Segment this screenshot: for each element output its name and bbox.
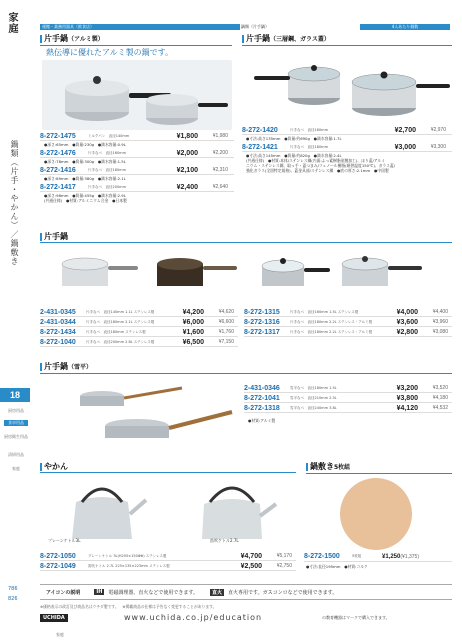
product-code[interactable]: 8-272-1050 (40, 552, 76, 560)
product-price: ¥4,000 (396, 308, 418, 316)
product-row[interactable] (40, 183, 234, 192)
pot-3 (262, 258, 330, 286)
product-row[interactable] (244, 404, 452, 413)
vertical-title: 鍋類（片手・やかん）／鍋敷き (10, 140, 19, 266)
product-price: ¥2,700 (394, 126, 416, 134)
product-spec: 雪平なべ 直径180mm 1.5L (290, 385, 337, 390)
product-row[interactable] (242, 126, 452, 135)
legend-ih-icon: IH (96, 589, 103, 595)
product-code[interactable]: 8-272-1049 (40, 562, 76, 570)
product-code[interactable]: 8-272-1040 (40, 338, 76, 346)
sidebar (0, 0, 30, 644)
product-row[interactable] (40, 166, 234, 175)
nabeshiki-code[interactable]: 8-272-1500 (304, 553, 340, 560)
nabeshiki-row (304, 552, 452, 562)
product-price: ¥4,200 (182, 308, 204, 316)
product-price: ¥2,400 (176, 183, 198, 191)
pot-2 (157, 258, 237, 286)
side-num-1: 826 (8, 596, 18, 602)
product-price-taxed: ¥4,620 (218, 309, 234, 315)
legend-jika-text: 直火専用です。ガスコンロなどで使用できます。 (228, 589, 338, 596)
header-label: 運搬・業務用器具（飲食店） (42, 24, 94, 29)
side-tab-1[interactable]: 食卓用品 (4, 420, 28, 426)
product-price: ¥2,800 (396, 328, 418, 336)
product-code[interactable]: 8-272-1416 (40, 166, 76, 174)
product-code[interactable]: 8-272-1417 (40, 183, 76, 191)
product-note: (共通仕様) ●材質:アルミニウム合金 ●日本製 (44, 198, 127, 203)
product-code[interactable]: 8-272-1315 (244, 308, 280, 316)
product-price-taxed: ¥2,640 (212, 184, 228, 190)
page-number-tab (0, 388, 30, 402)
product-note: ●寸法:高さ145mm ●質量:約820g ●満水容量:2.4L (246, 153, 342, 158)
product-code[interactable]: 8-272-1421 (242, 143, 278, 151)
product-code[interactable]: 8-272-1316 (244, 318, 280, 326)
nabeshiki-spec: 5枚組 (352, 554, 362, 558)
yukihira-pots-image (42, 374, 242, 450)
product-price: ¥3,800 (396, 394, 418, 402)
product-row[interactable] (40, 552, 296, 561)
product-spec: 片手なべ 直径200mm (88, 184, 126, 189)
kata-pots-image (42, 244, 452, 304)
product-price-taxed: ¥6,600 (218, 319, 234, 325)
product-spec: プレーンケトル 3L(H205×150ΦΦ) ステンレス製 (88, 553, 167, 558)
product-price-taxed: ¥1,980 (212, 133, 228, 139)
product-note: 強化ガラス(全固特定規格)、蓋金具部/ステンレス鋼 ●底の厚さ:2.1mm ●中国製 (246, 168, 389, 173)
footer-right-note: の教育機器はマークで購入できます。 (322, 615, 390, 620)
product-note: ●深さ:65mm ●質量:230g ●満水容量:0.9L (44, 142, 126, 147)
pot-1 (62, 258, 138, 286)
product-price-taxed: ¥3,520 (432, 385, 448, 391)
legend-box (40, 584, 452, 600)
uchida-logo: UCHIDA (40, 614, 68, 622)
product-price: ¥3,200 (396, 384, 418, 392)
product-code[interactable]: 8-272-1420 (242, 126, 278, 134)
product-code[interactable]: 2-431-0346 (244, 384, 280, 392)
product-code[interactable]: 8-272-1318 (244, 404, 280, 412)
product-price: ¥2,000 (176, 149, 198, 157)
product-spec: 片手なべ 直径180mm ステンレス製 (86, 329, 146, 334)
product-price-taxed: ¥5,170 (276, 553, 292, 559)
alumi-image (42, 60, 232, 130)
product-price-taxed: ¥7,150 (218, 339, 234, 345)
page-number: 18 (9, 390, 20, 400)
product-price-taxed: ¥4,532 (432, 405, 448, 411)
product-spec: 片手なべ 直径200mm 2.8L ステンレス製 (86, 339, 155, 344)
side-tab-0[interactable]: 厨房用品 (8, 408, 24, 413)
kata-image (42, 244, 452, 304)
product-spec: 片手なべ 直径180mm (290, 144, 328, 149)
product-price: ¥6,000 (182, 318, 204, 326)
yakan-image (42, 474, 296, 550)
product-code[interactable]: 8-272-1475 (40, 132, 76, 140)
side-tab-4[interactable]: 家庭 (12, 466, 20, 471)
nabeshiki-note: ●寸法:直径195mm ●材質:コルク (306, 564, 368, 569)
product-price: ¥2,100 (176, 166, 198, 174)
yukihira-title: 片手鍋（雪平） (40, 362, 452, 374)
product-row[interactable] (40, 132, 234, 141)
product-price-taxed: ¥2,310 (212, 167, 228, 173)
product-price: ¥4,120 (396, 404, 418, 412)
yukihira-image (42, 374, 242, 450)
product-price: ¥1,800 (176, 132, 198, 140)
product-price-taxed: ¥4,400 (432, 309, 448, 315)
nabeshiki-title: 鍋敷き5枚組 (306, 462, 452, 474)
product-row[interactable] (40, 338, 238, 347)
product-spec: 片手なべ 直径180mm (88, 167, 126, 172)
product-code[interactable]: 8-272-1041 (244, 394, 280, 402)
product-spec: 雪平なべ 直径240mm 3.8L (290, 405, 337, 410)
stainless-pots-image (244, 46, 452, 122)
product-price-taxed: ¥2,200 (212, 150, 228, 156)
product-row[interactable] (40, 318, 238, 327)
product-price-taxed: ¥4,180 (432, 395, 448, 401)
product-price-taxed: ¥3,960 (432, 319, 448, 325)
product-spec: 片手なべ 直径160mm (88, 150, 126, 155)
yakan-label-1: 笛吹ケトル2.7L (210, 538, 239, 543)
legend-ih-text: 電磁調理器、直火などで使用できます。 (108, 589, 199, 596)
product-row[interactable] (242, 143, 452, 152)
side-num-0: 786 (8, 586, 18, 592)
product-row[interactable] (244, 308, 452, 317)
product-price: ¥4,700 (240, 552, 262, 560)
footer-note: ※価格表示の改訂及び商品名はウチダ製です。 ※掲載商品の仕様は予告なく変更することがあります。 (40, 604, 217, 609)
product-price: ¥1,600 (182, 328, 204, 336)
product-note: ●深さ:96mm ●質量:455g ●満水容量:2.9L (44, 193, 126, 198)
product-row[interactable] (244, 318, 452, 327)
product-row[interactable] (40, 308, 238, 317)
category-label: 家庭 (6, 12, 17, 34)
product-row[interactable] (244, 384, 452, 393)
product-row[interactable] (244, 394, 452, 403)
product-row[interactable] (244, 328, 452, 337)
product-note: ニウム・ステンレス鋼、取っ手・蓋つまみ/フェノール樹脂(耐熱温度150℃)、ガラス蓋/ (246, 163, 395, 168)
product-spec: 片手なべ 直径180mm 2.2L ステンレス・アルミ製 (290, 329, 373, 334)
header-bar (40, 24, 240, 30)
alumi-title: 片手鍋（アルミ製） (40, 34, 232, 46)
aluminum-pots-image (42, 60, 232, 130)
product-row[interactable] (40, 562, 296, 571)
nabeshiki-price2: (¥1,375) (400, 553, 419, 560)
yukihira-note: ●材質:アルミ製 (248, 418, 276, 423)
product-row[interactable] (40, 149, 234, 158)
legend-title: アイコンの説明 (46, 589, 81, 596)
product-price: ¥3,600 (396, 318, 418, 326)
side-tab-3[interactable]: 清掃用品 (8, 452, 24, 457)
alumi-catch: 熱伝導に優れたアルミ製の鍋です。 (46, 48, 174, 57)
yakan-label-0: プレーンケトル3L (48, 538, 81, 543)
product-price: ¥2,500 (240, 562, 262, 570)
legend-jika-icon: 直火 (212, 589, 223, 596)
product-note: ●深さ:78mm ●質量:300g ●満水容量:1.5L (44, 159, 126, 164)
header-right: 4人あたり個数 (360, 24, 450, 30)
header-center: 鍋類（片手鍋） (241, 24, 269, 29)
side-tab-2[interactable]: 厨房衛生用品 (4, 434, 28, 439)
product-price: ¥3,000 (394, 143, 416, 151)
yakan-title: やかん (40, 462, 296, 473)
product-code[interactable]: 8-272-1476 (40, 149, 76, 157)
product-price-taxed: ¥2,750 (276, 563, 292, 569)
product-note: (共通仕様) ●材質:本体/ステンレス鋼(内面:ふっ素樹脂塗膜加工)、ほり蓋/アルミ (246, 158, 386, 163)
product-spec: 片手なべ 直径180mm 2.2L ステンレス・アルミ製 (290, 319, 373, 324)
kata-title: 片手鍋 (40, 232, 452, 243)
product-spec: 雪平なべ 直径210mm 2.3L (290, 395, 337, 400)
nabeshiki-price: ¥1,250 (382, 553, 401, 560)
product-code[interactable]: 2-431-0344 (40, 318, 76, 326)
product-note: ●寸法:高さ135mm ●質量:約690g ●満水容量:1.7L (246, 136, 342, 141)
product-price: ¥6,500 (182, 338, 204, 346)
product-price-taxed: ¥2,970 (430, 127, 446, 133)
product-price-taxed: ¥1,760 (218, 329, 234, 335)
pot-4 (342, 256, 422, 286)
product-note: ●深さ:89mm ●質量:380g ●満水容量:2.1L (44, 176, 126, 181)
footer-url[interactable]: www.uchida.co.jp/education (124, 613, 263, 622)
sanso-image (244, 46, 452, 122)
product-spec: 片手なべ 直径160mm 1.5L ステンレス製 (290, 309, 359, 314)
footer-bottom: 家庭 (56, 632, 64, 637)
product-spec: ミルクパン 直径140mm (88, 133, 130, 138)
product-code[interactable]: 2-431-0345 (40, 308, 76, 316)
product-code[interactable]: 8-272-1317 (244, 328, 280, 336)
product-spec: 笛吹ケトル 2.7L 225×135×223mm ステンレス製 (88, 563, 170, 568)
product-spec: 片手なべ 直径160mm (290, 127, 328, 132)
product-row[interactable] (40, 328, 238, 337)
product-spec: 片手なべ 直径140mm 1.1L ステンレス製 (86, 309, 155, 314)
sanso-title: 片手鍋（三層鋼、ガラス蓋） (242, 34, 452, 46)
product-spec: 片手なべ 直径180mm 2.1L ステンレス製 (86, 319, 155, 324)
cork-trivet-image (340, 478, 412, 550)
product-code[interactable]: 8-272-1434 (40, 328, 76, 336)
product-price-taxed: ¥3,300 (430, 144, 446, 150)
product-price-taxed: ¥3,080 (432, 329, 448, 335)
